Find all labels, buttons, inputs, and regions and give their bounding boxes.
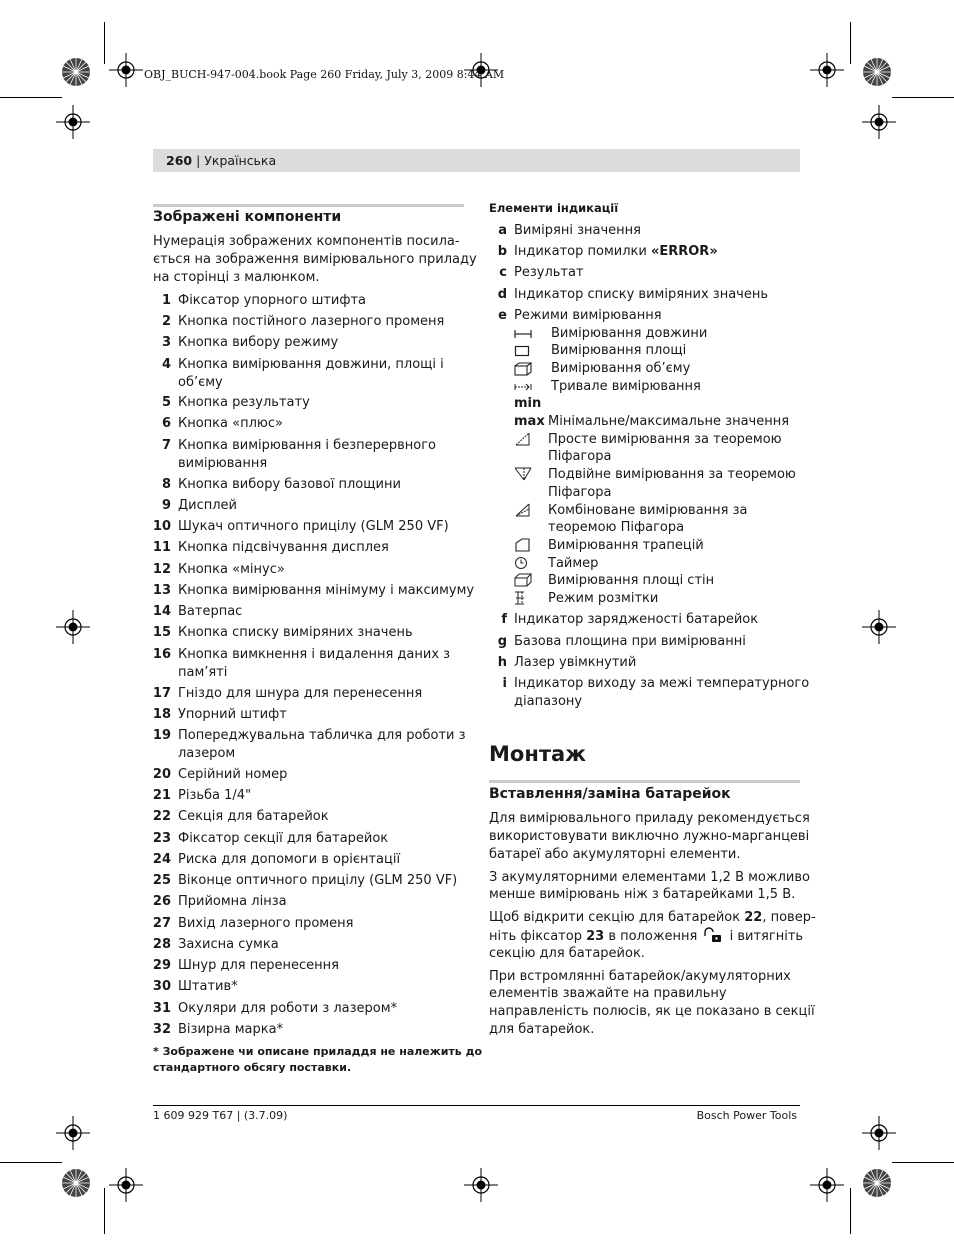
- para-line: менше вимірювань ніж з батарейками 1,5 В.: [489, 887, 796, 902]
- para-line: При встромлянні батарейок/акумуляторних: [489, 969, 791, 984]
- display-element-letter: g: [497, 634, 507, 649]
- crop-line: [892, 97, 954, 98]
- para-line: Для вимірювального приладу рекомендується: [489, 811, 810, 826]
- mode-pythagoras-combined-l2: теоремою Піфагора: [548, 520, 685, 535]
- pythagoras-combined-icon: [514, 503, 532, 517]
- component-number: 11: [152, 540, 171, 555]
- registration-mark-icon: [109, 53, 143, 87]
- text: і витягніть: [725, 929, 804, 944]
- component-number: 18: [152, 707, 171, 722]
- component-label: лазером: [178, 745, 236, 761]
- component-label: Фіксатор упорного штифта: [178, 293, 367, 308]
- component-label: Кнопка вимірювання довжини, площі і: [178, 357, 444, 372]
- max-label: max: [514, 414, 545, 429]
- component-number: 28: [152, 937, 171, 952]
- para-line: З акумуляторними елементами 1,2 В можливо: [489, 870, 810, 885]
- display-element-letter: b: [497, 244, 507, 259]
- text: Результат: [514, 265, 584, 280]
- display-element-label: [514, 243, 718, 261]
- mode-continuous: Тривале вимірювання: [551, 379, 701, 394]
- crop-line: [104, 1188, 105, 1234]
- component-label: Штатив*: [178, 979, 238, 994]
- wall-area-icon: [514, 573, 532, 587]
- display-element-letter: d: [497, 287, 507, 302]
- display-element-label: Лазер увімкнутий: [514, 655, 637, 670]
- header-separator: |: [196, 153, 201, 168]
- ref-number: 22: [744, 910, 763, 925]
- length-icon: [514, 327, 532, 341]
- component-number: 30: [152, 979, 171, 994]
- component-label: вимірювання: [178, 455, 268, 471]
- footer-rule: [153, 1105, 800, 1106]
- component-number: 12: [152, 562, 171, 577]
- intro-line: Нумерація зображених компонентів посила-: [153, 234, 460, 249]
- component-label: пам’яті: [178, 664, 228, 680]
- display-elements-heading: Елементи індикації: [489, 201, 619, 215]
- component-label: Дисплей: [178, 498, 238, 513]
- mode-timer: Таймер: [548, 556, 599, 571]
- component-label: Кнопка вимірювання і безперервного: [178, 438, 437, 453]
- display-element-label: [514, 307, 662, 325]
- unlock-icon: [702, 927, 726, 943]
- page-number: 260: [166, 153, 193, 168]
- header-language: Українська: [204, 153, 277, 168]
- display-element-label: Базова площина при вимірюванні: [514, 634, 746, 649]
- trapezoid-icon: [514, 538, 532, 552]
- footnote-line: * Зображене чи описане приладдя не належить до: [153, 1045, 483, 1058]
- component-label: Кнопка вимкнення і видалення даних з: [178, 647, 451, 662]
- display-element-letter: h: [497, 655, 507, 670]
- component-number: 3: [161, 335, 171, 350]
- component-number: 21: [152, 788, 171, 803]
- para-line: секцію для батарейок.: [489, 946, 645, 961]
- mode-volume: Вимірювання об’єму: [551, 361, 691, 376]
- crop-line: [850, 1188, 851, 1234]
- display-element-letter: f: [501, 612, 507, 627]
- component-label: Ватерпас: [178, 604, 243, 619]
- component-number: 1: [161, 293, 171, 308]
- registration-mark-icon: [464, 1168, 498, 1202]
- registration-mark-icon: [862, 105, 896, 139]
- mode-pythagoras-simple-l2: Піфагора: [548, 449, 612, 464]
- registration-mark-icon: [56, 1116, 90, 1150]
- para-line: [489, 909, 816, 927]
- para-line: використовувати виключно лужно-марганцеві: [489, 829, 810, 844]
- para-line: батареї або акумуляторні елементи.: [489, 847, 741, 862]
- component-number: 8: [161, 477, 171, 492]
- component-number: 16: [152, 647, 171, 662]
- footer-doc-number: 1 609 929 T67 | (3.7.09): [153, 1109, 288, 1122]
- footer-brand: Bosch Power Tools: [696, 1109, 797, 1122]
- component-label: Візирна марка*: [178, 1022, 284, 1037]
- component-number: 4: [161, 357, 171, 372]
- registration-mark-icon: [810, 1168, 844, 1202]
- display-element-letter: i: [502, 676, 507, 691]
- component-label: Шнур для перенесення: [178, 958, 339, 973]
- component-label: Кнопка «плюс»: [178, 416, 283, 431]
- registration-mark-icon: [56, 610, 90, 644]
- component-number: 31: [152, 1001, 171, 1016]
- subsection-title: Вставлення/заміна батарейок: [489, 786, 731, 802]
- para-line: для батарейок.: [489, 1022, 595, 1037]
- mode-pythagoras-double-l1: Подвійне вимірювання за теоремою: [548, 467, 796, 482]
- intro-line: ється на зображення вимірювального приладу: [153, 252, 477, 267]
- component-number: 29: [152, 958, 171, 973]
- mode-pythagoras-double-l2: Піфагора: [548, 485, 612, 500]
- registration-mark-icon: [862, 1116, 896, 1150]
- mode-length: Вимірювання довжини: [551, 326, 708, 341]
- component-number: 13: [152, 583, 171, 598]
- component-number: 20: [152, 767, 171, 782]
- component-label: Кнопка вимірювання мінімуму і максимуму: [178, 583, 475, 598]
- para-line: елементів зважайте на правильну: [489, 986, 727, 1001]
- color-target-icon: [862, 57, 892, 87]
- pythagoras-double-icon: [514, 467, 532, 481]
- component-label: Серійний номер: [178, 767, 288, 782]
- registration-mark-icon: [56, 105, 90, 139]
- timer-icon: [514, 556, 532, 570]
- crop-line: [0, 97, 62, 98]
- error-label: «ERROR»: [650, 244, 718, 259]
- component-number: 26: [152, 894, 171, 909]
- component-number: 23: [152, 831, 171, 846]
- page-header: [166, 153, 276, 168]
- text: Виміряні значення: [514, 223, 641, 238]
- component-label: Попереджувальна табличка для роботи з: [178, 728, 466, 743]
- component-label: Шукач оптичного прицілу (GLM 250 VF): [178, 519, 449, 534]
- text: , повер-: [762, 910, 816, 925]
- registration-mark-icon: [810, 53, 844, 87]
- display-element-letter: e: [498, 308, 507, 323]
- component-number: 32: [152, 1022, 171, 1037]
- component-number: 6: [161, 416, 171, 431]
- mode-trapezoid: Вимірювання трапецій: [548, 538, 704, 553]
- minmax-text: Мінімальне/максимальне значення: [548, 414, 790, 429]
- mode-marking: Режим розмітки: [548, 591, 659, 606]
- area-icon: [514, 344, 532, 358]
- component-label: Кнопка «мінус»: [178, 562, 285, 577]
- component-number: 24: [152, 852, 171, 867]
- color-target-icon: [862, 1168, 892, 1198]
- component-label: Секція для батарейок: [178, 809, 329, 824]
- component-label: об’єму: [178, 374, 223, 390]
- display-element-label: [514, 222, 641, 240]
- registration-mark-icon: [862, 610, 896, 644]
- display-element-letter: c: [499, 265, 507, 280]
- component-label: Кнопка результату: [178, 395, 310, 410]
- component-number: 22: [152, 809, 171, 824]
- text: Індикатор списку виміряних значень: [514, 287, 769, 302]
- color-target-icon: [61, 57, 91, 87]
- component-label: Гніздо для шнура для перенесення: [178, 686, 423, 701]
- component-number: 7: [161, 438, 171, 453]
- color-target-icon: [61, 1168, 91, 1198]
- component-number: 15: [152, 625, 171, 640]
- registration-mark-icon: [109, 1168, 143, 1202]
- component-number: 27: [152, 916, 171, 931]
- mode-area: Вимірювання площі: [551, 343, 687, 358]
- component-label: Кнопка списку виміряних значень: [178, 625, 413, 640]
- display-element-letter: a: [498, 223, 507, 238]
- display-element-label: Індикатор зарядженості батарейок: [514, 612, 759, 627]
- component-number: 10: [152, 519, 171, 534]
- component-label: Віконце оптичного прицілу (GLM 250 VF): [178, 873, 458, 888]
- component-number: 9: [161, 498, 171, 513]
- crop-line: [104, 22, 105, 64]
- text: Індикатор помилки: [514, 244, 651, 259]
- mode-pythagoras-combined-l1: Комбіноване вимірювання за: [548, 503, 748, 518]
- print-slug: OBJ_BUCH-947-004.book Page 260 Friday, July 3, 2009 8:44 AM: [144, 68, 505, 81]
- component-number: 19: [152, 728, 171, 743]
- crop-line: [850, 22, 851, 64]
- text: Режими вимірювання: [514, 308, 662, 323]
- text: ніть фіксатор: [489, 929, 587, 944]
- text: Щоб відкрити секцію для батарейок: [489, 910, 745, 925]
- min-label: min: [514, 396, 542, 411]
- section-rule: [153, 204, 464, 207]
- section-rule: [489, 780, 800, 783]
- component-label: Різьба 1/4": [178, 788, 252, 803]
- display-element-label: діапазону: [514, 693, 583, 709]
- component-number: 17: [152, 686, 171, 701]
- pythagoras-simple-icon: [514, 432, 532, 446]
- component-label: Кнопка підсвічування дисплея: [178, 540, 389, 555]
- para-line: направленість полюсів, як це показано в секції: [489, 1004, 815, 1019]
- component-number: 14: [152, 604, 171, 619]
- component-number: 5: [161, 395, 171, 410]
- component-label: Фіксатор секції для батарейок: [178, 831, 389, 846]
- display-element-label: [514, 286, 768, 304]
- component-number: 2: [161, 314, 171, 329]
- component-label: Прийомна лінза: [178, 894, 287, 909]
- crop-line: [892, 1162, 954, 1163]
- intro-line: на сторінці з малюнком.: [153, 270, 320, 285]
- marking-icon: [514, 591, 532, 605]
- component-number: 25: [152, 873, 171, 888]
- component-label: Упорний штифт: [178, 707, 287, 722]
- component-label: Захисна сумка: [178, 937, 279, 952]
- text: в положення: [604, 929, 702, 944]
- section-title: Монтаж: [489, 742, 587, 766]
- display-element-label: [514, 264, 584, 282]
- crop-line: [0, 1162, 62, 1163]
- mode-pythagoras-simple-l1: Просте вимірювання за теоремою: [548, 432, 782, 447]
- component-label: Кнопка вибору базової площини: [178, 477, 401, 492]
- component-label: Риска для допомоги в орієнтації: [178, 852, 401, 867]
- para-line: [489, 927, 803, 946]
- ref-number: 23: [586, 929, 605, 944]
- volume-icon: [514, 362, 532, 376]
- continuous-icon: [514, 380, 532, 394]
- footnote-line: стандартного обсягу поставки.: [153, 1061, 352, 1074]
- mode-wall-area: Вимірювання площі стін: [548, 573, 715, 588]
- component-label: Вихід лазерного променя: [178, 916, 354, 931]
- component-label: Кнопка постійного лазерного променя: [178, 314, 445, 329]
- component-label: Кнопка вибору режиму: [178, 335, 339, 350]
- components-heading: Зображені компоненти: [153, 209, 342, 225]
- display-element-label: Індикатор виходу за межі температурного: [514, 676, 810, 691]
- component-label: Окуляри для роботи з лазером*: [178, 1001, 398, 1016]
